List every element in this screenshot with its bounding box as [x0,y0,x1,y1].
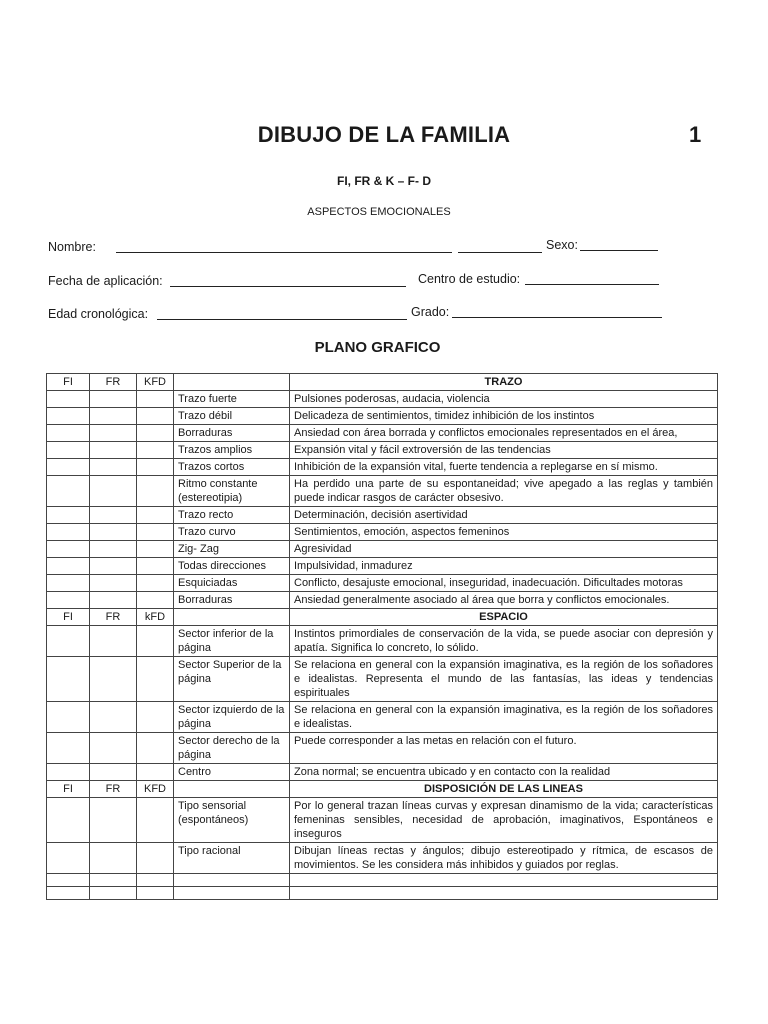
description-cell: Inhibición de la expansión vital, fuerte tendencia a replegarse en sí mismo. [290,459,718,476]
description-cell: Instintos primordiales de conservación de la vida, se puede asociar con depresión y apatía. Significa lo concreto, lo sólido. [290,626,718,657]
indicator-cell: Borraduras [174,592,290,609]
grado-line[interactable] [452,317,662,318]
kfd-cell [137,524,174,541]
kfd-cell [137,541,174,558]
indicator-cell: Trazo fuerte [174,391,290,408]
kfd-cell [137,408,174,425]
nombre-line-2[interactable] [458,252,542,253]
indicator-cell: Sector derecho de la página [174,733,290,764]
indicator-cell: Sector Superior de la página [174,657,290,702]
fi-cell [47,391,90,408]
fr-cell [90,442,137,459]
kfd-cell [137,391,174,408]
fi-cell [47,541,90,558]
fr-cell [90,476,137,507]
nombre-label: Nombre: [48,240,96,254]
empty-cell [290,874,718,887]
fr-cell [90,575,137,592]
fr-cell [90,507,137,524]
fi-cell [47,843,90,874]
table-row [47,657,718,702]
empty-cell [174,874,290,887]
empty-cell [290,887,718,900]
empty-cell [137,874,174,887]
table-row [47,575,718,592]
fi-cell [47,408,90,425]
kfd-cell [137,507,174,524]
fi-cell [47,702,90,733]
fr-cell [90,843,137,874]
aspect-label: ASPECTOS EMOCIONALES [307,206,451,218]
fr-cell [90,626,137,657]
nombre-line[interactable] [116,252,452,253]
empty-row [47,874,718,887]
edad-line[interactable] [157,319,407,320]
fecha-label: Fecha de aplicación: [48,274,163,288]
indicator-cell: Trazo recto [174,507,290,524]
section-header-espacio [47,609,718,626]
fi-cell [47,507,90,524]
description-cell: Agresividad [290,541,718,558]
description-cell: Se relaciona en general con la expansión imaginativa, es la región de los soñadores e idealistas. Representa el mundo de las fantasías, las ideas y tendencias espirituales [290,657,718,702]
kfd-cell [137,459,174,476]
kfd-cell [137,843,174,874]
edad-label: Edad cronológica: [48,307,149,321]
fi-cell [47,476,90,507]
table-row [47,408,718,425]
indicator-cell: Sector izquierdo de la página [174,702,290,733]
fr-cell [90,459,137,476]
indicator-cell: Trazos amplios [174,442,290,459]
table-row [47,459,718,476]
section-header-lineas [47,781,718,798]
section-title: TRAZO [290,374,718,391]
column-header-fi: FI [47,374,90,391]
centro-label: Centro de estudio: [418,272,521,286]
kfd-cell [137,764,174,781]
table-row [47,702,718,733]
kfd-cell [137,733,174,764]
table-row [47,476,718,507]
empty-cell [47,874,90,887]
fr-cell [90,592,137,609]
indicator-cell: Tipo racional [174,843,290,874]
sexo-label: Sexo: [546,238,578,252]
fi-cell [47,733,90,764]
fr-cell [90,524,137,541]
indicator-cell: Trazo débil [174,408,290,425]
empty-cell [90,887,137,900]
table-row [47,507,718,524]
fr-cell [90,733,137,764]
description-cell: Determinación, decisión asertividad [290,507,718,524]
description-cell: Dibujan líneas rectas y ángulos; dibujo estereotipado y rítmica, de escasos de movimientos. Se les considera más inhibidos y guiados por reglas. [290,843,718,874]
fi-cell [47,425,90,442]
description-cell: Zona normal; se encuentra ubicado y en contacto con la realidad [290,764,718,781]
column-header-fi: FI [47,609,90,626]
fi-cell [47,657,90,702]
empty-cell [47,887,90,900]
indicator-cell: Zig- Zag [174,541,290,558]
section-title: DISPOSICIÓN DE LAS LINEAS [290,781,718,798]
column-header-fr: FR [90,609,137,626]
column-header-kfd: kFD [137,609,174,626]
kfd-cell [137,626,174,657]
empty-cell [90,874,137,887]
table-row [47,524,718,541]
fr-cell [90,391,137,408]
section-title: ESPACIO [290,609,718,626]
indicator-cell: Borraduras [174,425,290,442]
indicator-cell: Esquiciadas [174,575,290,592]
fr-cell [90,702,137,733]
description-cell: Conflicto, desajuste emocional, inseguridad, inadecuación. Dificultades motoras [290,575,718,592]
indicator-cell: Sector inferior de la página [174,626,290,657]
description-cell: Ha perdido una parte de su espontaneidad; vive apegado a las reglas y también puede indicar rasgos de carácter obsesivo. [290,476,718,507]
column-header-fr: FR [90,781,137,798]
indicator-cell: Tipo sensorial (espontáneos) [174,798,290,843]
kfd-cell [137,702,174,733]
fr-cell [90,798,137,843]
fi-cell [47,524,90,541]
grado-label: Grado: [411,305,450,319]
description-cell: Puede corresponder a las metas en relación con el futuro. [290,733,718,764]
kfd-cell [137,425,174,442]
column-header-fi: FI [47,781,90,798]
empty-cell [174,887,290,900]
fi-cell [47,626,90,657]
table-row [47,798,718,843]
description-cell: Ansiedad generalmente asociado al área que borra y conflictos emocionales. [290,592,718,609]
fi-cell [47,442,90,459]
document-subtitle: FI, FR & K – F- D [337,174,431,188]
kfd-cell [137,798,174,843]
indicator-cell: Trazos cortos [174,459,290,476]
description-cell: Por lo general trazan líneas curvas y expresan dinamismo de la vida; características femeninas sensibles, necesidad de aprobación, imaginativos, Espontáneos e inseguros [290,798,718,843]
kfd-cell [137,592,174,609]
sexo-line[interactable] [580,250,658,251]
page-number: 1 [689,122,702,147]
table-row [47,733,718,764]
kfd-cell [137,442,174,459]
plano-grafico-heading: PLANO GRAFICO [314,339,441,356]
kfd-cell [137,575,174,592]
table-row [47,626,718,657]
fr-cell [90,541,137,558]
fi-cell [47,764,90,781]
empty-cell [137,887,174,900]
description-cell: Se relaciona en general con la expansión imaginativa, es la región de los soñadores e idealistas. [290,702,718,733]
plano-grafico-table [46,373,718,900]
indicator-cell: Todas direcciones [174,558,290,575]
fr-cell [90,764,137,781]
empty-row [47,887,718,900]
fr-cell [90,558,137,575]
indicator-cell: Ritmo constante (estereotipia) [174,476,290,507]
indicator-cell: Trazo curvo [174,524,290,541]
table-row [47,391,718,408]
fi-cell [47,592,90,609]
fr-cell [90,657,137,702]
description-cell: Impulsividad, inmadurez [290,558,718,575]
table-row [47,592,718,609]
empty-cell [174,781,290,798]
kfd-cell [137,558,174,575]
indicator-cell: Centro [174,764,290,781]
column-header-fr: FR [90,374,137,391]
fi-cell [47,575,90,592]
table-row [47,764,718,781]
fi-cell [47,558,90,575]
fecha-line[interactable] [170,286,406,287]
table-row [47,541,718,558]
column-header-kfd: KFD [137,781,174,798]
section-header-trazo [47,374,718,391]
fr-cell [90,425,137,442]
table-row [47,843,718,874]
empty-cell [174,374,290,391]
fi-cell [47,798,90,843]
fi-cell [47,459,90,476]
description-cell: Expansión vital y fácil extroversión de las tendencias [290,442,718,459]
description-cell: Delicadeza de sentimientos, timidez inhibición de los instintos [290,408,718,425]
description-cell: Pulsiones poderosas, audacia, violencia [290,391,718,408]
empty-cell [174,609,290,626]
description-cell: Ansiedad con área borrada y conflictos emocionales representados en el área, [290,425,718,442]
table-row [47,425,718,442]
column-header-kfd: KFD [137,374,174,391]
centro-line[interactable] [525,284,659,285]
fr-cell [90,408,137,425]
table-row [47,558,718,575]
description-cell: Sentimientos, emoción, aspectos femeninos [290,524,718,541]
kfd-cell [137,476,174,507]
document-title: DIBUJO DE LA FAMILIA [257,122,511,147]
table-row [47,442,718,459]
kfd-cell [137,657,174,702]
